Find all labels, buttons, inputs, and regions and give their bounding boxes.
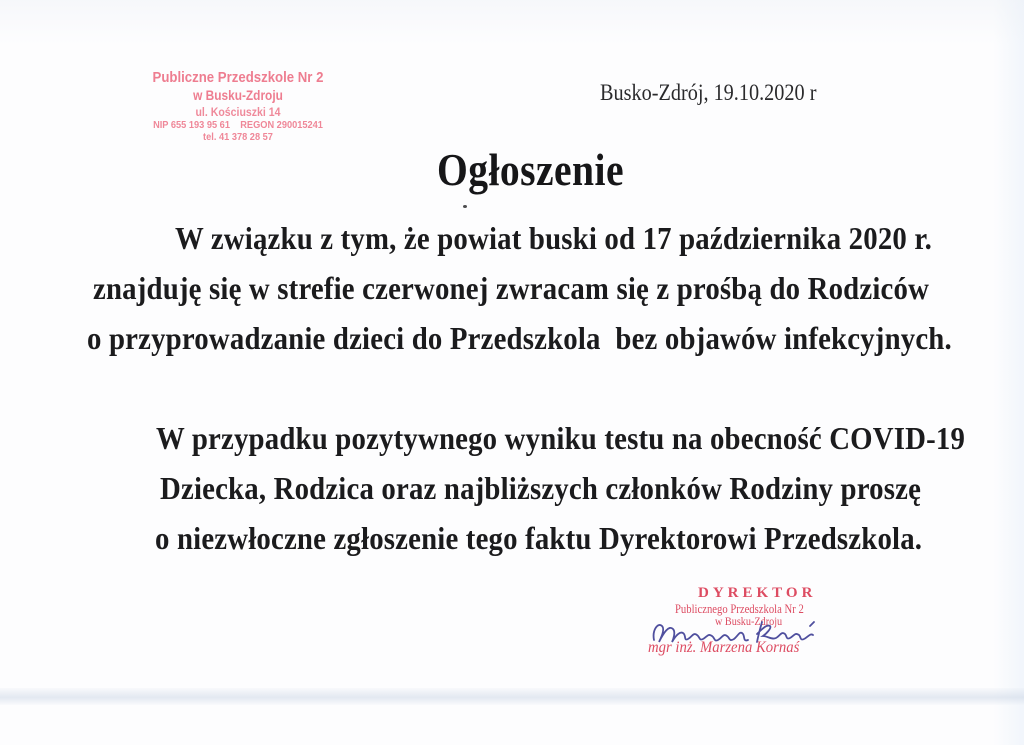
stamp-street: ul. Kościuszki 14 <box>195 104 281 119</box>
stamp-org-city: w Busku-Zdroju <box>193 88 283 103</box>
scan-edge-band <box>0 688 1024 705</box>
stamp-org-name: Publiczne Przedszkole Nr 2 <box>152 69 324 86</box>
stamp-nip-regon: NIP 655 193 95 61 REGON 290015241 <box>153 118 323 131</box>
paragraph1-line2: znajduję się w strefie czerwonej zwracam się z prośbą do Rodziców <box>93 270 930 306</box>
director-role-label: DYREKTOR <box>698 585 817 601</box>
director-org-line2: w Busku-Zdroju <box>715 614 783 628</box>
announcement-title: Ogłoszenie <box>437 145 624 195</box>
director-org-line1: Publicznego Przedszkola Nr 2 <box>675 601 804 616</box>
kindergarten-stamp <box>118 70 358 143</box>
stamp-phone: tel. 41 378 28 57 <box>203 131 273 143</box>
scan-speck <box>463 205 467 208</box>
paragraph1-line3: o przyprowadzanie dzieci do Przedszkola bez objawów infekcyjnych. <box>87 320 952 356</box>
director-signed-name: mgr inż. Marzena Kornaś <box>648 639 800 656</box>
paragraph2-line3: o niezwłoczne zgłoszenie tego faktu Dyrektorowi Przedszkola. <box>155 520 923 556</box>
paragraph2-line1: W przypadku pozytywnego wyniku testu na obecność COVID-19 <box>156 420 966 456</box>
paragraph1-line1: W związku z tym, że powiat buski od 17 października 2020 r. <box>175 220 933 256</box>
place-date: Busko-Zdrój, 19.10.2020 r <box>600 80 817 105</box>
paragraph2-line2: Dziecka, Rodzica oraz najbliższych członków Rodziny proszę <box>160 470 922 506</box>
